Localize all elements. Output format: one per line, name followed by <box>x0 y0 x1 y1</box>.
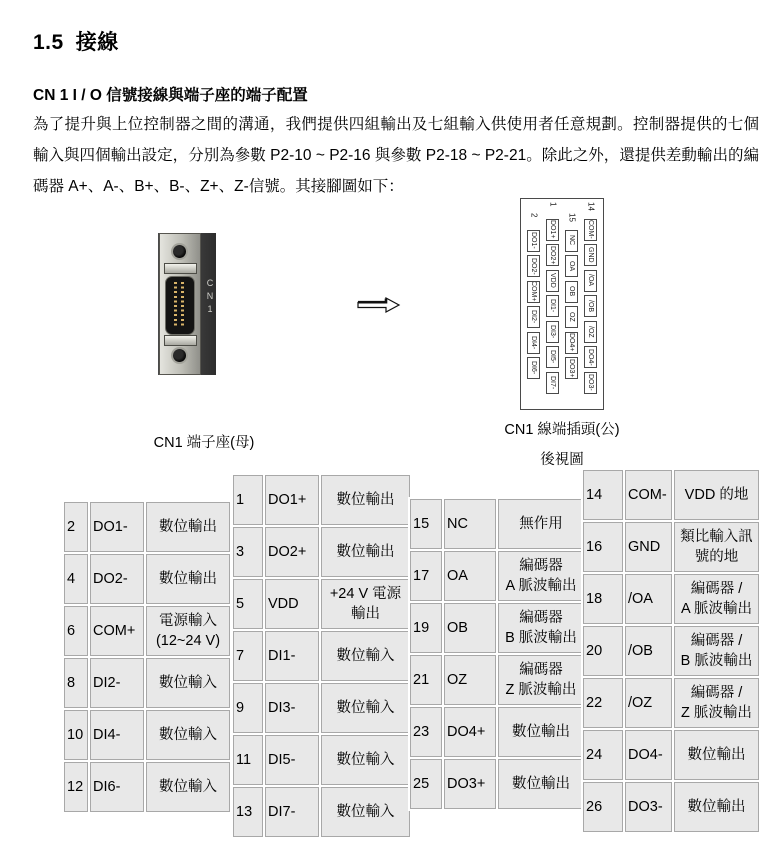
page-title <box>33 26 119 56</box>
pin-description: 數位輸出 <box>674 730 759 780</box>
pin-table-row <box>410 499 584 549</box>
pin-name: DO3- <box>625 782 672 832</box>
pin-name: DO1+ <box>265 475 319 525</box>
plug-pin-label-box: DI4- <box>527 332 540 354</box>
pin-table-row <box>233 579 410 629</box>
plug-pin-label-box: DI7- <box>546 372 559 394</box>
pin-number: 15 <box>410 499 442 549</box>
plug-pin-label-box: DO1- <box>527 230 540 252</box>
plug-pin-label-box: DO4- <box>584 346 597 368</box>
pin-name: COM+ <box>90 606 144 656</box>
plug-pin-label-box: OA <box>565 255 578 277</box>
pin-number: 10 <box>64 710 88 760</box>
pin-name: /OA <box>625 574 672 624</box>
section-title-text: 接線 <box>75 31 119 55</box>
terminal-block-caption: CN1 端子座(母) <box>153 435 255 451</box>
pin-table-row <box>233 735 410 785</box>
plug-caption: CN1 線端插頭(公) <box>504 422 620 438</box>
intro-paragraph: 為了提升與上位控制器之間的溝通，我們提供四組輸出及七組輸入供使用者任意規劃。控制器提供的七個輸入與四個輸出設定，分別為參數 P2-10 ~ P2-16 與參數 P2-18 ~ P2-21。除此之外，還提供差動輸出的編碼器 A+、A-、B+、B-、Z+、Z-信號。其接腳圖如下： <box>33 115 759 195</box>
cn1-plug-rear-view-diagram <box>520 198 604 410</box>
pin-table-row <box>233 787 410 837</box>
pin-description: 數位輸出 <box>321 527 410 577</box>
plug-pin-column-even-left <box>527 199 540 409</box>
pin-description: 數位輸入 <box>321 631 410 681</box>
pin-number: 2 <box>64 502 88 552</box>
plug-pin-label-box: DI5- <box>546 346 559 368</box>
pin-description: 無作用 <box>498 499 584 549</box>
pin-description: 編碼器 A 脈波輸出 <box>498 551 584 601</box>
plug-pin-label-box: DO2+ <box>546 244 559 266</box>
pin-number: 1 <box>233 475 263 525</box>
pin-description: 數位輸入 <box>321 683 410 733</box>
pin-number: 18 <box>583 574 623 624</box>
pin-name: DI7- <box>265 787 319 837</box>
plug-pin-label-box: DO4+ <box>565 332 578 354</box>
plug-pin-label-box: DI6- <box>527 357 540 379</box>
pin-description: 數位輸出 <box>146 502 230 552</box>
plug-pin-label-box: DO3- <box>584 372 597 394</box>
pin-table-row <box>64 502 230 552</box>
pin-name: DO3+ <box>444 759 496 809</box>
pin-name: DI6- <box>90 762 144 812</box>
pin-name: OA <box>444 551 496 601</box>
screw-hole-top <box>173 245 186 258</box>
pin-description: 編碼器 B 脈波輸出 <box>498 603 584 653</box>
pin-number: 5 <box>233 579 263 629</box>
plug-pin-label-box: /OZ <box>584 321 597 343</box>
latch-tab-top <box>164 263 197 274</box>
plug-first-pin-number: 2 <box>529 213 539 218</box>
pin-name: NC <box>444 499 496 549</box>
plug-pin-label-box: DI2- <box>527 306 540 328</box>
pin-description: 編碼器 Z 脈波輸出 <box>498 655 584 705</box>
pin-table-row <box>583 782 759 832</box>
right-arrow-icon <box>356 294 402 316</box>
pin-number: 13 <box>233 787 263 837</box>
pin-number: 8 <box>64 658 88 708</box>
plug-pin-label-box: DI1- <box>546 295 559 317</box>
pin-description: 類比輸入訊 號的地 <box>674 522 759 572</box>
pin-number: 17 <box>410 551 442 601</box>
pin-number: 22 <box>583 678 623 728</box>
latch-tab-bottom <box>164 335 197 346</box>
pin-name: DI5- <box>265 735 319 785</box>
pin-name: DI4- <box>90 710 144 760</box>
pin-description: 數位輸入 <box>146 710 230 760</box>
pin-number: 12 <box>64 762 88 812</box>
plug-pin-label-box: NC <box>565 230 578 252</box>
pin-name: DO1- <box>90 502 144 552</box>
pin-number: 14 <box>583 470 623 520</box>
pin-table-row <box>410 759 584 809</box>
pin-name: COM- <box>625 470 672 520</box>
pin-description: VDD 的地 <box>674 470 759 520</box>
pin-number: 4 <box>64 554 88 604</box>
plug-pin-column-odd-right <box>565 199 578 409</box>
pin-description: 數位輸入 <box>146 658 230 708</box>
plug-pin-label-box: OZ <box>565 306 578 328</box>
pin-number: 24 <box>583 730 623 780</box>
pin-description: 數位輸出 <box>321 475 410 525</box>
pin-number: 23 <box>410 707 442 757</box>
pin-number: 9 <box>233 683 263 733</box>
pin-description: +24 V 電源 輸出 <box>321 579 410 629</box>
subsection-heading: CN 1 I / O 信號接線與端子座的端子配置 <box>33 86 308 104</box>
plug-pin-label-box: OB <box>565 281 578 303</box>
pin-table-row <box>233 475 410 525</box>
pin-description: 數位輸出 <box>498 759 584 809</box>
cn1-photo-label: CN1 <box>205 278 215 317</box>
pin-description: 數位輸入 <box>321 787 410 837</box>
pin-number: 20 <box>583 626 623 676</box>
pin-table-1-13 <box>231 473 412 839</box>
pin-table-row <box>410 551 584 601</box>
pin-table-row <box>233 527 410 577</box>
pin-table-row <box>583 626 759 676</box>
pin-name: GND <box>625 522 672 572</box>
plug-first-pin-number: 15 <box>567 213 577 222</box>
pin-name: DO2+ <box>265 527 319 577</box>
pin-number: 26 <box>583 782 623 832</box>
pin-name: OB <box>444 603 496 653</box>
pin-shroud <box>165 276 195 335</box>
pin-name: VDD <box>265 579 319 629</box>
pin-table-row <box>64 554 230 604</box>
pin-table-row <box>410 603 584 653</box>
pin-description: 編碼器 / B 脈波輸出 <box>674 626 759 676</box>
plug-first-pin-number: 1 <box>548 202 558 207</box>
plug-pin-label-box: DO3+ <box>565 357 578 379</box>
pin-table-15-25 <box>408 497 586 811</box>
pin-table-row <box>410 655 584 705</box>
pin-number: 7 <box>233 631 263 681</box>
plug-pin-column-even-right <box>584 199 597 409</box>
pin-table-row <box>64 710 230 760</box>
pin-description: 數位輸入 <box>146 762 230 812</box>
rear-view-caption: 後視圖 <box>540 452 584 468</box>
plug-pin-label-box: /OB <box>584 295 597 317</box>
plug-pin-label-box: GND <box>584 244 597 266</box>
pin-description: 數位輸入 <box>321 735 410 785</box>
connector-metal-face <box>159 233 201 375</box>
pin-name: DO4- <box>625 730 672 780</box>
pin-name: DI3- <box>265 683 319 733</box>
pin-number: 16 <box>583 522 623 572</box>
pin-name: DO4+ <box>444 707 496 757</box>
pin-number: 25 <box>410 759 442 809</box>
pin-table-row <box>233 683 410 733</box>
plug-pin-label-box: COM+ <box>527 281 540 303</box>
pin-number: 21 <box>410 655 442 705</box>
pin-table-row <box>64 658 230 708</box>
pin-table-row <box>583 522 759 572</box>
pin-table-row <box>410 707 584 757</box>
pin-table-row <box>64 762 230 812</box>
pin-description: 數位輸出 <box>674 782 759 832</box>
pin-name: DI1- <box>265 631 319 681</box>
pin-table-row <box>583 678 759 728</box>
pin-name: /OZ <box>625 678 672 728</box>
plug-pin-label-box: /OA <box>584 270 597 292</box>
plug-pin-label-box: DO2- <box>527 255 540 277</box>
plug-pin-label-box: DO1+ <box>546 219 559 241</box>
pin-number: 6 <box>64 606 88 656</box>
plug-pin-label-box: COM- <box>584 219 597 241</box>
pin-table-14-26 <box>581 468 761 834</box>
pin-description: 編碼器 / Z 脈波輸出 <box>674 678 759 728</box>
section-number: 1.5 <box>33 31 64 55</box>
pin-description: 電源輸入 (12~24 V) <box>146 606 230 656</box>
pin-table-2-12 <box>62 500 232 814</box>
plug-pin-label-box: VDD <box>546 270 559 292</box>
pin-row-right <box>181 282 184 328</box>
pin-number: 11 <box>233 735 263 785</box>
screw-hole-bottom <box>173 349 186 362</box>
pin-name: DO2- <box>90 554 144 604</box>
pin-number: 19 <box>410 603 442 653</box>
plug-pin-column-odd-left <box>546 199 559 409</box>
plug-pin-label-box: DI3- <box>546 321 559 343</box>
pin-table-row <box>583 574 759 624</box>
pin-number: 3 <box>233 527 263 577</box>
pin-name: OZ <box>444 655 496 705</box>
plug-first-pin-number: 14 <box>586 202 596 211</box>
pin-table-row <box>583 470 759 520</box>
pin-description: 編碼器 / A 脈波輸出 <box>674 574 759 624</box>
pin-row-left <box>174 282 177 328</box>
pin-name: DI2- <box>90 658 144 708</box>
cn1-connector-photo <box>158 233 216 375</box>
pin-description: 數位輸出 <box>498 707 584 757</box>
pin-table-row <box>583 730 759 780</box>
pin-table-row <box>64 606 230 656</box>
pin-table-row <box>233 631 410 681</box>
pin-name: /OB <box>625 626 672 676</box>
pin-description: 數位輸出 <box>146 554 230 604</box>
